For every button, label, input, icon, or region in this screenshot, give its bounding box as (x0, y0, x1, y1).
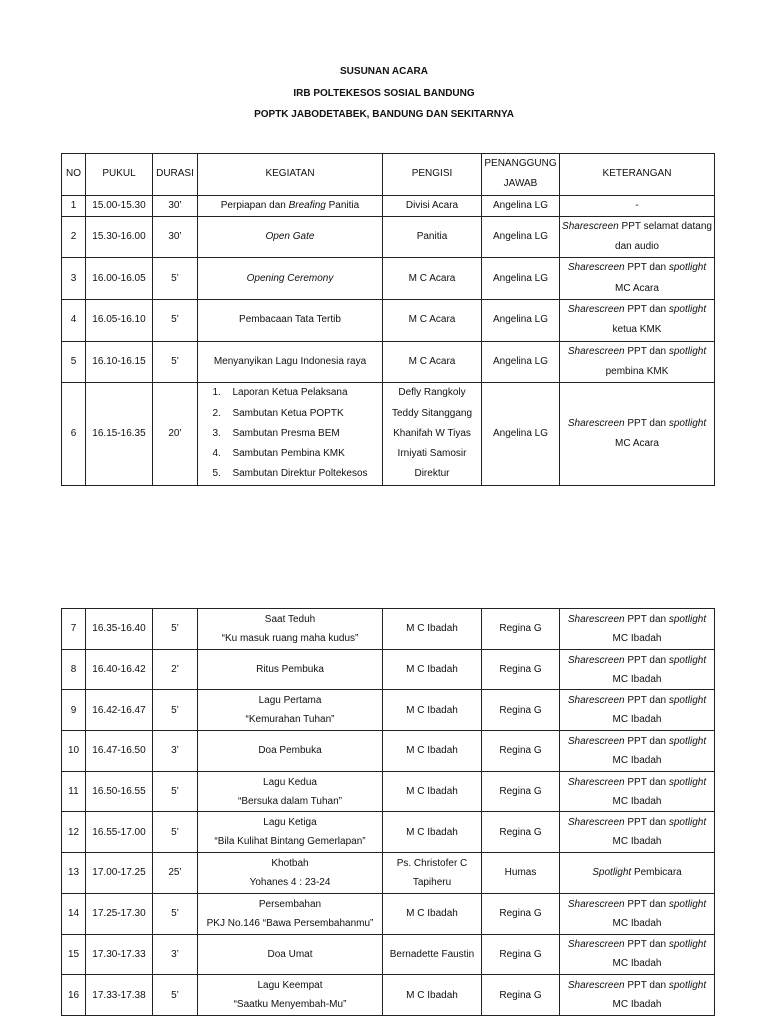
cell-pukul: 16.15-16.35 (86, 383, 153, 485)
kegiatan-line-2: Yohanes 4 : 23-24 (249, 876, 331, 888)
header-pukul: PUKUL (86, 154, 153, 196)
kegiatan-line-1: Persembahan (258, 898, 322, 910)
list-item (212, 444, 367, 464)
keterangan-line-2: MC Ibadah (612, 795, 662, 807)
pengisi-line-1: M C Ibadah (406, 989, 458, 1001)
keterangan-italic-2: spotlight (668, 262, 707, 274)
keterangan-italic-2: spotlight (668, 735, 707, 747)
kegiatan-line-1: Doa Pembuka (258, 745, 322, 757)
kegiatan-line-1: Saat Teduh (264, 613, 316, 625)
cell-no: 8 (62, 649, 86, 690)
cell-durasi: 20’ (153, 383, 198, 485)
pengisi-line-1: M C Ibadah (406, 908, 458, 920)
table-row (62, 649, 715, 690)
cell-kegiatan (198, 216, 383, 258)
keterangan-text-1: PPT dan (624, 262, 669, 274)
keterangan-text-1: PPT dan (624, 345, 669, 357)
pengisi-line-1: M C Ibadah (406, 664, 458, 676)
cell-kegiatan (198, 341, 383, 383)
keterangan-line-1 (562, 732, 712, 751)
list-item (212, 404, 367, 424)
keterangan-line-1 (562, 935, 712, 954)
cell-kegiatan (198, 383, 383, 485)
table-row (62, 341, 715, 383)
cell-keterangan (560, 341, 715, 383)
cell-durasi: 5’ (153, 609, 198, 650)
cell-pengisi (383, 383, 482, 485)
kegiatan-italic: Breafing (288, 199, 326, 211)
cell-penanggung-jawab: Angelina LG (482, 216, 560, 258)
list-text: Sambutan Ketua POPTK (232, 407, 344, 419)
keterangan-text-1: PPT dan (624, 776, 669, 788)
kegiatan-text-a: Pembacaan Tata Tertib (239, 314, 341, 326)
cell-kegiatan (198, 934, 383, 975)
cell-no: 2 (62, 216, 86, 258)
keterangan-line-1 (562, 976, 712, 995)
cell-pengisi: Divisi Acara (383, 195, 482, 216)
table-row (62, 609, 715, 650)
keterangan-text-1: PPT dan (624, 939, 669, 951)
keterangan-italic-1: Sharescreen (567, 262, 625, 274)
sambutan-list (212, 383, 367, 484)
cell-kegiatan (198, 975, 383, 1016)
cell-keterangan (560, 383, 715, 485)
cell-pukul: 15.00-15.30 (86, 195, 153, 216)
keterangan-line-2: MC Ibadah (612, 632, 662, 644)
cell-keterangan (560, 853, 715, 894)
list-item (212, 383, 367, 403)
cell-penanggung-jawab: Regina G (482, 934, 560, 975)
kegiatan-line-2: “Bersuka dalam Tuhan” (238, 795, 342, 807)
table-row (62, 300, 715, 342)
table-row (62, 383, 715, 485)
cell-penanggung-jawab: Angelina LG (482, 341, 560, 383)
keterangan-text-1: PPT dan (624, 654, 669, 666)
title-line-3: POPTK JABODETABEK, BANDUNG DAN SEKITARNYA (254, 109, 514, 120)
keterangan-line-2: ketua KMK (612, 324, 662, 336)
cell-kegiatan (198, 812, 383, 853)
cell-no: 6 (62, 383, 86, 485)
keterangan-italic-1: Sharescreen (567, 654, 625, 666)
cell-pukul: 17.30-17.33 (86, 934, 153, 975)
keterangan-italic-1: Sharescreen (567, 776, 625, 788)
cell-kegiatan (198, 195, 383, 216)
pengisi-name: Teddy Sitanggang (391, 407, 473, 419)
cell-no: 7 (62, 609, 86, 650)
list-number: 2. (212, 407, 221, 419)
kegiatan-line-1: Lagu Ketiga (263, 817, 317, 829)
cell-kegiatan (198, 690, 383, 731)
cell-penanggung-jawab: Angelina LG (482, 383, 560, 485)
cell-pukul: 16.40-16.42 (86, 649, 153, 690)
keterangan-line-2: MC Ibadah (612, 754, 662, 766)
cell-pengisi (383, 771, 482, 812)
cell-durasi: 5’ (153, 690, 198, 731)
list-number: 5. (212, 468, 221, 480)
cell-durasi: 30’ (153, 216, 198, 258)
cell-durasi: 5’ (153, 893, 198, 934)
table-row (62, 812, 715, 853)
cell-durasi: 5’ (153, 258, 198, 300)
kegiatan-line-2: “Kemurahan Tuhan” (245, 714, 335, 726)
header-pj-line1: PENANGGUNG (484, 158, 557, 169)
kegiatan-text-b: Panitia (325, 199, 360, 211)
cell-pukul: 16.35-16.40 (86, 609, 153, 650)
cell-no: 13 (62, 853, 86, 894)
title-line-1: SUSUNAN ACARA (340, 66, 428, 77)
keterangan-text-1: Pembicara (631, 867, 682, 879)
list-text: Laporan Ketua Pelaksana (232, 387, 348, 399)
table-row (62, 690, 715, 731)
keterangan-italic-1: Sharescreen (567, 980, 625, 992)
table-row (62, 893, 715, 934)
header-kegiatan: KEGIATAN (198, 154, 383, 196)
keterangan-line-2: MC Ibadah (612, 836, 662, 848)
cell-keterangan (560, 893, 715, 934)
cell-keterangan (560, 771, 715, 812)
keterangan-line-1 (562, 813, 712, 832)
keterangan-italic-1: Sharescreen (567, 345, 625, 357)
cell-kegiatan (198, 731, 383, 772)
cell-keterangan (560, 649, 715, 690)
cell-no: 10 (62, 731, 86, 772)
keterangan-text-1: PPT dan (624, 817, 669, 829)
kegiatan-line-2: “Bila Kulihat Bintang Gemerlapan” (214, 836, 366, 848)
keterangan-italic-1: Sharescreen (567, 695, 625, 707)
kegiatan-line-1: Doa Umat (267, 948, 313, 960)
keterangan-italic-2: spotlight (668, 817, 707, 829)
keterangan-line-2: MC Ibadah (612, 714, 662, 726)
cell-keterangan (560, 731, 715, 772)
keterangan-italic-1: Sharescreen (562, 220, 619, 232)
cell-penanggung-jawab: Regina G (482, 975, 560, 1016)
list-text: Sambutan Presma BEM (232, 427, 340, 439)
table-row (62, 731, 715, 772)
keterangan-line-2: MC Ibadah (612, 917, 662, 929)
pengisi-name: Khanifah W Tiyas (393, 427, 471, 439)
keterangan-italic-1: Spotlight (592, 867, 632, 879)
cell-kegiatan (198, 609, 383, 650)
cell-penanggung-jawab: Regina G (482, 690, 560, 731)
kegiatan-italic: Opening Ceremony (246, 272, 334, 284)
cell-durasi: 25’ (153, 853, 198, 894)
keterangan-line-2: pembina KMK (605, 365, 669, 377)
cell-durasi: 3’ (153, 731, 198, 772)
cell-pengisi: Panitia (383, 216, 482, 258)
keterangan-line-1 (562, 895, 712, 914)
cell-pengisi (383, 893, 482, 934)
cell-durasi: 2’ (153, 649, 198, 690)
keterangan-text-1: PPT selamat datang (618, 220, 712, 232)
cell-pengisi (383, 609, 482, 650)
cell-keterangan (560, 975, 715, 1016)
keterangan-line-1 (562, 258, 712, 278)
cell-no: 1 (62, 195, 86, 216)
header-pj-line2: JAWAB (503, 178, 538, 190)
cell-pukul: 17.00-17.25 (86, 853, 153, 894)
pengisi-line-2: Tapiheru (412, 876, 452, 888)
table-row (62, 195, 715, 216)
kegiatan-line-2: “Ku masuk ruang maha kudus” (221, 632, 359, 644)
keterangan-text-1: PPT dan (624, 613, 669, 625)
cell-pukul: 17.33-17.38 (86, 975, 153, 1016)
cell-no: 15 (62, 934, 86, 975)
cell-no: 11 (62, 771, 86, 812)
table-row (62, 975, 715, 1016)
cell-keterangan (560, 609, 715, 650)
keterangan-text-1: PPT dan (624, 417, 669, 429)
kegiatan-text-a: Menyanyikan Lagu Indonesia raya (213, 355, 367, 367)
keterangan-italic-2: spotlight (668, 417, 707, 429)
keterangan-line-2: MC Ibadah (612, 673, 662, 685)
table-row (62, 934, 715, 975)
list-number: 4. (212, 448, 221, 460)
cell-penanggung-jawab: Angelina LG (482, 195, 560, 216)
pengisi-line-1: M C Ibadah (406, 826, 458, 838)
list-text: Sambutan Pembina KMK (232, 448, 345, 460)
kegiatan-line-1: Khotbah (271, 857, 309, 869)
keterangan-line-2: dan audio (615, 241, 659, 253)
schedule-table-part-1 (61, 153, 715, 486)
cell-pengisi (383, 853, 482, 894)
cell-kegiatan (198, 893, 383, 934)
header-penanggung-jawab (482, 154, 560, 196)
list-item (212, 424, 367, 444)
pengisi-line-1: M C Ibadah (406, 623, 458, 635)
cell-penanggung-jawab: Angelina LG (482, 300, 560, 342)
keterangan-italic-2: spotlight (668, 939, 707, 951)
cell-keterangan (560, 812, 715, 853)
cell-penanggung-jawab: Humas (482, 853, 560, 894)
kegiatan-italic: Open Gate (265, 231, 315, 243)
cell-durasi: 5’ (153, 771, 198, 812)
keterangan-italic-2: spotlight (668, 695, 707, 707)
cell-pengisi (383, 731, 482, 772)
cell-durasi: 5’ (153, 975, 198, 1016)
cell-penanggung-jawab: Regina G (482, 812, 560, 853)
keterangan-line-1 (562, 414, 712, 434)
cell-pukul: 16.10-16.15 (86, 341, 153, 383)
header-pengisi: PENGISI (383, 154, 482, 196)
table-row (62, 853, 715, 894)
pengisi-line-1: Ps. Christofer C (396, 857, 468, 869)
keterangan-text-1: PPT dan (624, 898, 669, 910)
cell-pengisi: M C Acara (383, 300, 482, 342)
keterangan-line-1 (562, 300, 712, 320)
cell-kegiatan (198, 853, 383, 894)
keterangan-text-1: PPT dan (624, 695, 669, 707)
keterangan-italic-1: Sharescreen (567, 817, 625, 829)
keterangan-text-1: PPT dan (624, 980, 669, 992)
list-item (212, 464, 367, 484)
cell-kegiatan (198, 649, 383, 690)
keterangan-line-1 (562, 610, 712, 629)
kegiatan-line-1: Lagu Kedua (263, 776, 317, 788)
cell-pukul: 16.05-16.10 (86, 300, 153, 342)
keterangan-italic-1: Sharescreen (567, 613, 625, 625)
keterangan-italic-2: spotlight (668, 613, 707, 625)
pengisi-line-1: Bernadette Faustin (389, 948, 475, 960)
keterangan-line-2: MC Ibadah (612, 999, 662, 1011)
table-row (62, 771, 715, 812)
keterangan-line-1 (562, 651, 712, 670)
kegiatan-line-1: Lagu Keempat (257, 980, 323, 992)
kegiatan-line-1: Lagu Pertama (258, 695, 322, 707)
cell-kegiatan (198, 771, 383, 812)
title-line-2: IRB POLTEKESOS SOSIAL BANDUNG (293, 87, 475, 99)
cell-penanggung-jawab: Regina G (482, 649, 560, 690)
keterangan-italic-1: Sharescreen (567, 735, 625, 747)
cell-durasi: 30’ (153, 195, 198, 216)
pengisi-line-1: M C Ibadah (406, 745, 458, 757)
kegiatan-line-1: Ritus Pembuka (256, 664, 324, 676)
cell-pengisi (383, 934, 482, 975)
keterangan-italic-2: spotlight (668, 654, 707, 666)
cell-pukul: 16.47-16.50 (86, 731, 153, 772)
kegiatan-text-a: Perpiapan dan (220, 199, 289, 211)
keterangan-line-1 (562, 691, 712, 710)
list-number: 1. (212, 387, 221, 399)
pengisi-line-1: M C Ibadah (406, 704, 458, 716)
header-keterangan: KETERANGAN (560, 154, 715, 196)
cell-no: 5 (62, 341, 86, 383)
table-row (62, 258, 715, 300)
cell-durasi: 5’ (153, 341, 198, 383)
cell-keterangan (560, 934, 715, 975)
cell-pengisi: M C Acara (383, 341, 482, 383)
cell-keterangan (560, 216, 715, 258)
cell-no: 3 (62, 258, 86, 300)
cell-no: 16 (62, 975, 86, 1016)
keterangan-italic-1: Sharescreen (567, 417, 625, 429)
keterangan-line-2: MC Acara (615, 438, 659, 449)
cell-pukul: 15.30-16.00 (86, 216, 153, 258)
cell-penanggung-jawab: Regina G (482, 771, 560, 812)
pengisi-name: Irniyati Samosir (397, 448, 467, 460)
table-row (62, 216, 715, 258)
pengisi-name: Defly Rangkoly (398, 387, 466, 399)
cell-pengisi (383, 812, 482, 853)
cell-pukul: 16.00-16.05 (86, 258, 153, 300)
document-title-block (0, 66, 768, 131)
cell-no: 4 (62, 300, 86, 342)
kegiatan-line-2: PKJ No.146 “Bawa Persembahanmu” (206, 917, 374, 929)
cell-keterangan (560, 300, 715, 342)
cell-durasi: 5’ (153, 300, 198, 342)
keterangan-line-1 (562, 342, 712, 362)
cell-pengisi (383, 649, 482, 690)
schedule-table-part-2 (61, 608, 715, 1016)
kegiatan-line-2: “Saatku Menyembah-Mu” (233, 999, 347, 1011)
keterangan-italic-1: Sharescreen (567, 304, 625, 316)
cell-no: 12 (62, 812, 86, 853)
header-no: NO (62, 154, 86, 196)
keterangan-text-1: PPT dan (624, 304, 669, 316)
keterangan-italic-1: Sharescreen (567, 898, 625, 910)
pengisi-line-1: M C Ibadah (406, 786, 458, 798)
cell-no: 9 (62, 690, 86, 731)
keterangan-line-2: MC Acara (615, 282, 659, 294)
keterangan-text-1: PPT dan (624, 735, 669, 747)
cell-kegiatan (198, 300, 383, 342)
cell-penanggung-jawab: Regina G (482, 731, 560, 772)
cell-pukul: 17.25-17.30 (86, 893, 153, 934)
table-header-row (62, 154, 715, 196)
header-durasi: DURASI (153, 154, 198, 196)
cell-durasi: 5’ (153, 812, 198, 853)
keterangan-italic-2: spotlight (668, 898, 707, 910)
cell-penanggung-jawab: Regina G (482, 893, 560, 934)
cell-pukul: 16.42-16.47 (86, 690, 153, 731)
keterangan-italic-2: spotlight (668, 345, 707, 357)
keterangan-italic-2: spotlight (668, 304, 707, 316)
pengisi-name: Direktur (414, 468, 450, 480)
cell-keterangan: - (560, 195, 715, 216)
keterangan-line-1 (562, 217, 712, 237)
cell-pukul: 16.50-16.55 (86, 771, 153, 812)
list-number: 3. (212, 427, 221, 439)
keterangan-line-1 (562, 773, 712, 792)
cell-pengisi (383, 975, 482, 1016)
cell-no: 14 (62, 893, 86, 934)
cell-kegiatan (198, 258, 383, 300)
cell-keterangan (560, 258, 715, 300)
keterangan-line-2: MC Ibadah (612, 958, 662, 970)
cell-durasi: 3’ (153, 934, 198, 975)
keterangan-italic-1: Sharescreen (567, 939, 625, 951)
list-text: Sambutan Direktur Poltekesos (232, 468, 368, 480)
keterangan-italic-2: spotlight (668, 776, 707, 788)
cell-penanggung-jawab: Angelina LG (482, 258, 560, 300)
cell-pengisi (383, 690, 482, 731)
cell-pengisi: M C Acara (383, 258, 482, 300)
cell-pukul: 16.55-17.00 (86, 812, 153, 853)
cell-penanggung-jawab: Regina G (482, 609, 560, 650)
keterangan-italic-2: spotlight (668, 980, 707, 992)
cell-keterangan (560, 690, 715, 731)
